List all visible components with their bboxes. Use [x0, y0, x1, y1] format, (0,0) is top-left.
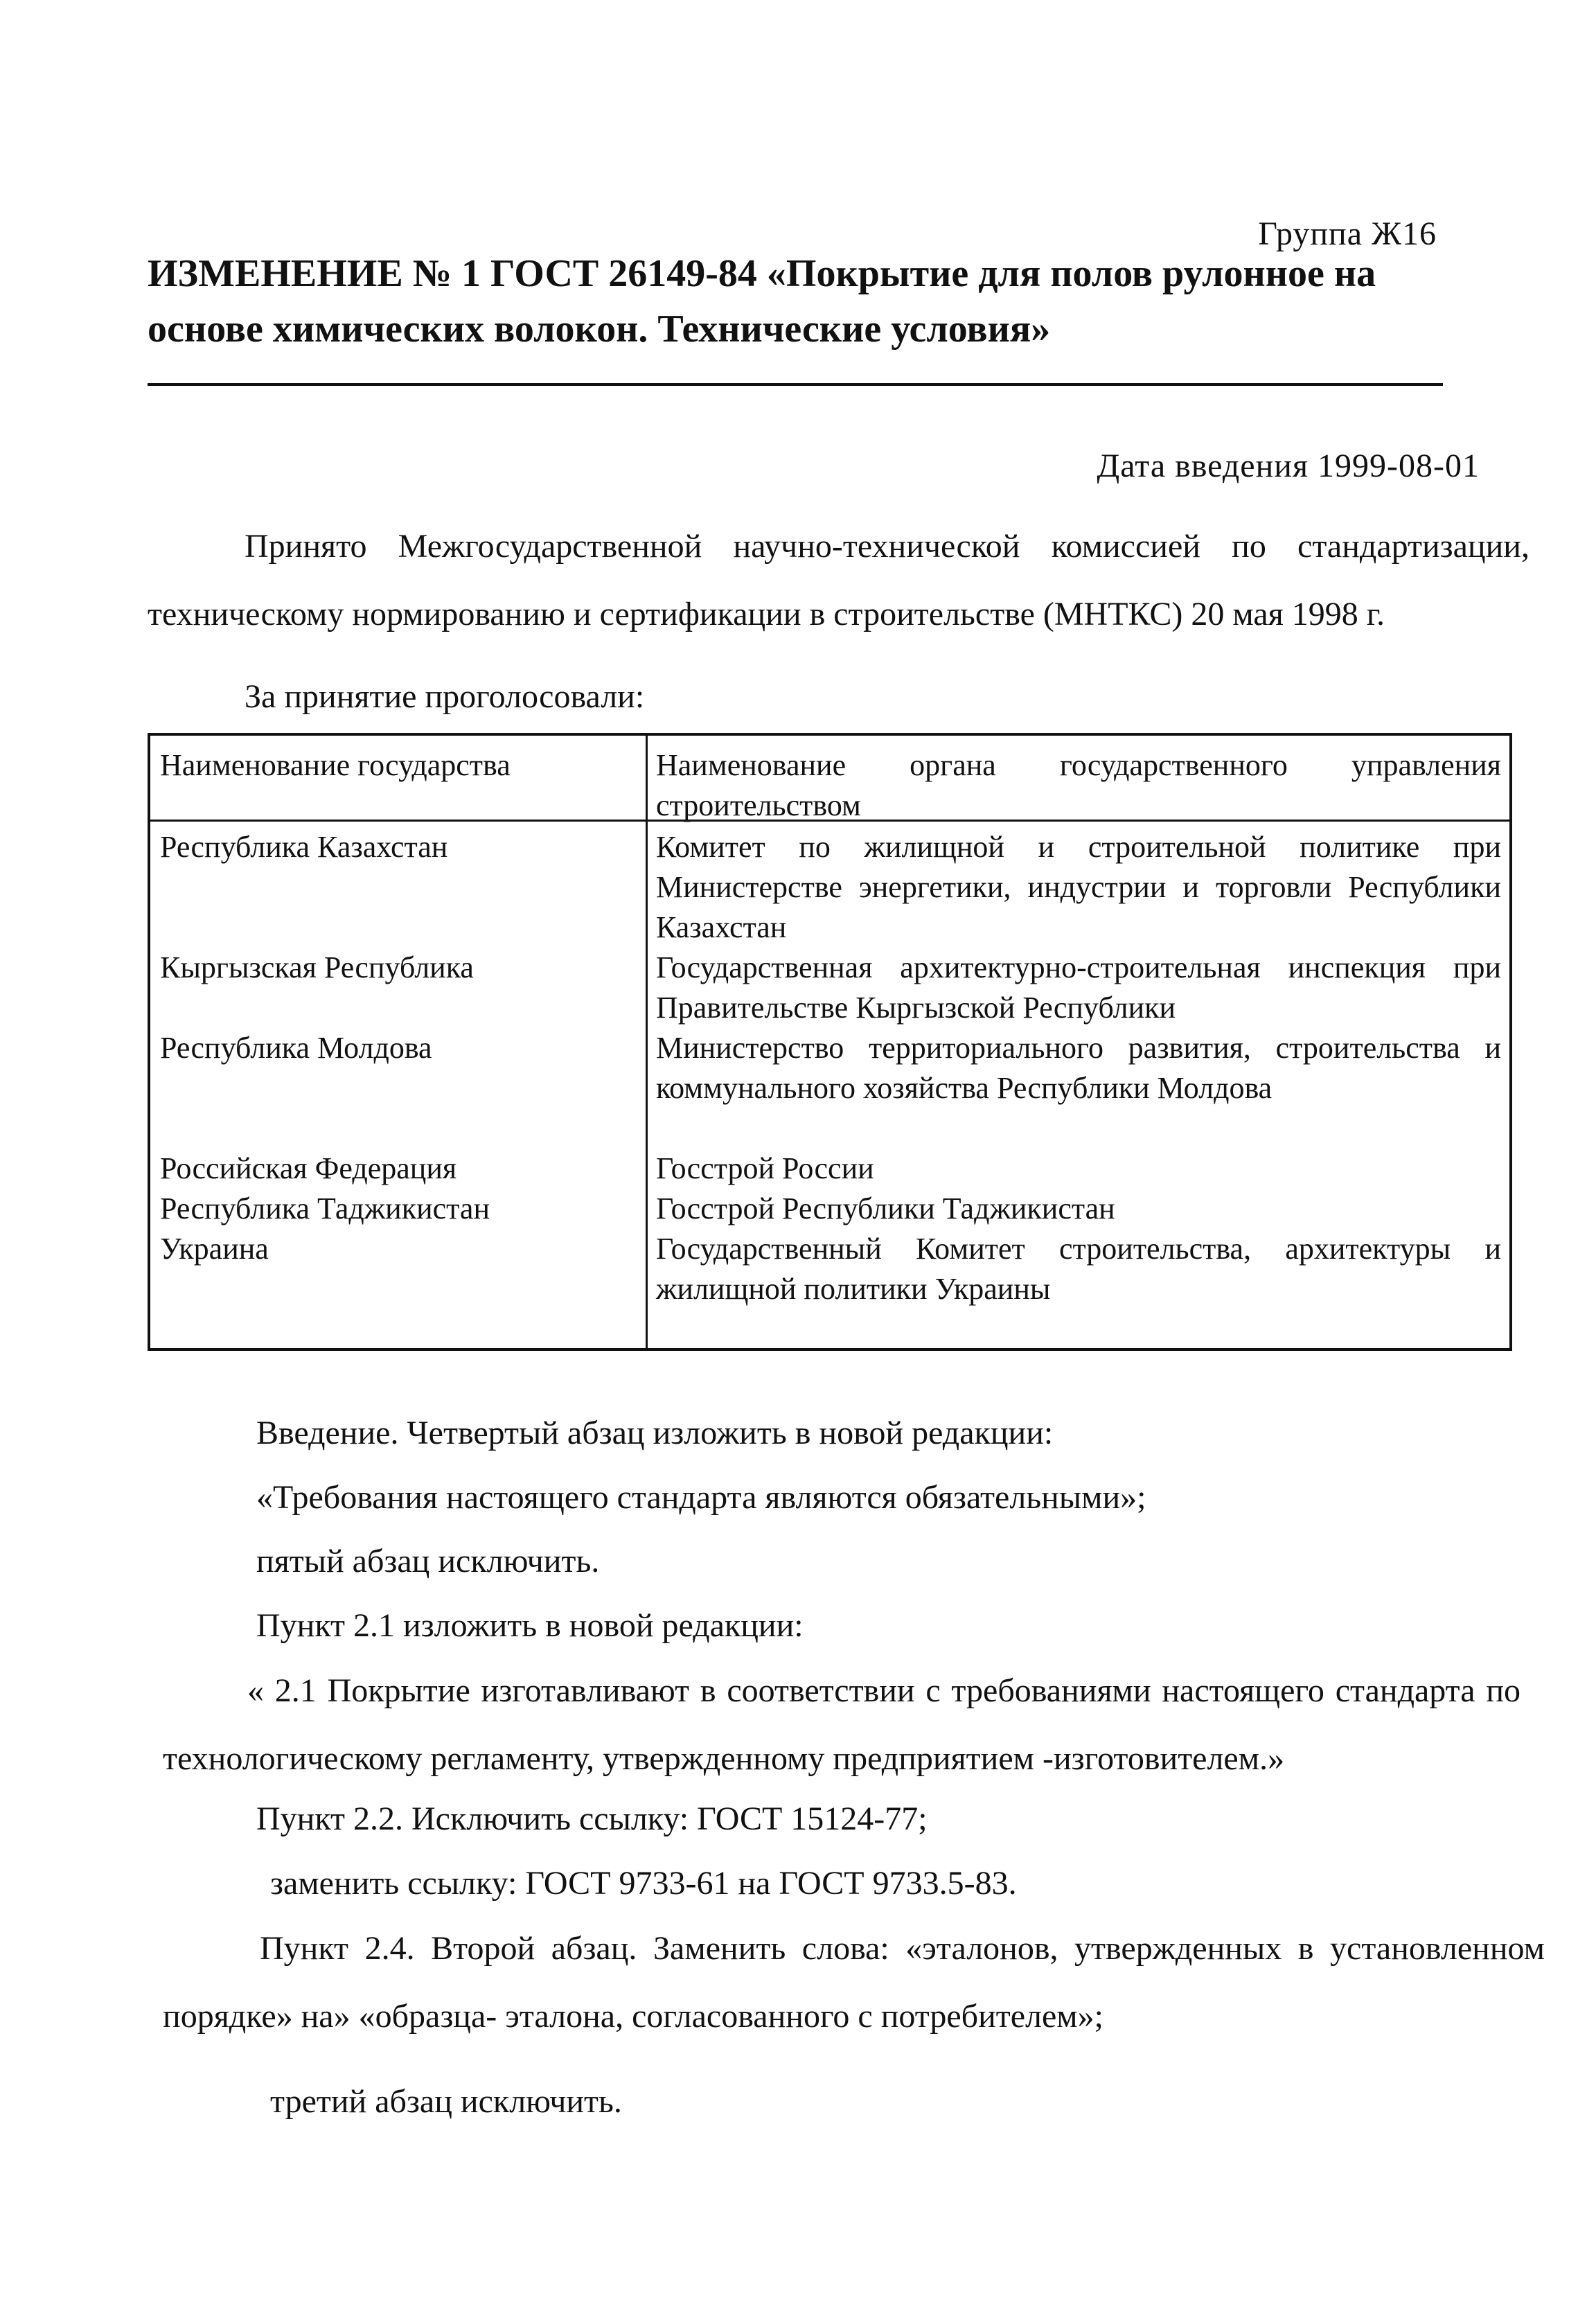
title-divider — [148, 383, 1443, 386]
table-cell-body: Министерство территориального развития, строительства и коммунального хозяйства Республики Молдова — [656, 1031, 1501, 1105]
table-cell-body: Госстрой Республики Таджикистан — [656, 1192, 1115, 1225]
clause-2-2-replace: заменить ссылку: ГОСТ 9733-61 на ГОСТ 9733.5-83. — [270, 1865, 1017, 1902]
adoption-statement: Принято Межгосударственной научно-технической комиссией по стандартизации, техническому нормированию и сертификации в строительстве (МНТКС) 20 мая 1998 г. — [148, 528, 1530, 632]
voting-table — [148, 733, 1512, 1351]
table-cell-state: Кыргызская Республика — [160, 950, 474, 984]
amendment-exclude-fifth: пятый абзац исключить. — [256, 1543, 600, 1579]
amendment-quote: «Требования настоящего стандарта являются обязательными»; — [256, 1479, 1146, 1516]
amendment-intro: Введение. Четвертый абзац изложить в новой редакции: — [256, 1415, 1054, 1451]
clause-2-1-text: « 2.1 Покрытие изготавливают в соответствии с требованиями настоящего стандарта по технологическому регламенту, утвержденному предприятием -изготовителем.» — [163, 1672, 1520, 1777]
table-cell-body: Государственная архитектурно-строительная инспекция при Правительстве Кыргызской Республики — [656, 950, 1501, 1025]
group-code: Группа Ж16 — [1258, 215, 1437, 252]
table-cell-body: Комитет по жилищной и строительной политике при Министерстве энергетики, индустрии и торговли Республики Казахстан — [656, 830, 1501, 944]
clause-2-2-exclude: Пункт 2.2. Исключить ссылку: ГОСТ 15124-77; — [256, 1800, 928, 1837]
clause-2-4-exclude-third: третий абзац исключить. — [270, 2083, 622, 2120]
table-cell-state: Украина — [160, 1232, 269, 1266]
clause-2-4-text: Пункт 2.4. Второй абзац. Заменить слова: «эталонов, утвержденных в установленном порядке» на» «образца- эталона, согласованного с потребителем»; — [163, 1930, 1545, 2035]
table-cell-body: Государственный Комитет строительства, архитектуры и жилищной политики Украины — [656, 1232, 1501, 1306]
table-cell-state: Российская Федерация — [160, 1151, 457, 1185]
voted-label: За принятие проголосовали: — [245, 678, 645, 715]
table-header-body: Наименование органа государственного управления строительством — [656, 748, 1501, 822]
effective-date: Дата введения 1999-08-01 — [1097, 448, 1480, 484]
table-cell-state: Республика Таджикистан — [160, 1192, 490, 1225]
table-column-divider — [646, 736, 648, 1348]
clause-2-1-heading: Пункт 2.1 изложить в новой редакции: — [256, 1607, 804, 1644]
document-title: ИЗМЕНЕНИЕ № 1 ГОСТ 26149-84 «Покрытие для полов рулонное на основе химических волокон. Технические условия» — [148, 252, 1376, 351]
table-cell-state: Республика Молдова — [160, 1031, 432, 1065]
table-cell-body: Госстрой России — [656, 1151, 874, 1185]
table-cell-state: Республика Казахстан — [160, 830, 448, 864]
table-header-state: Наименование государства — [160, 748, 511, 782]
